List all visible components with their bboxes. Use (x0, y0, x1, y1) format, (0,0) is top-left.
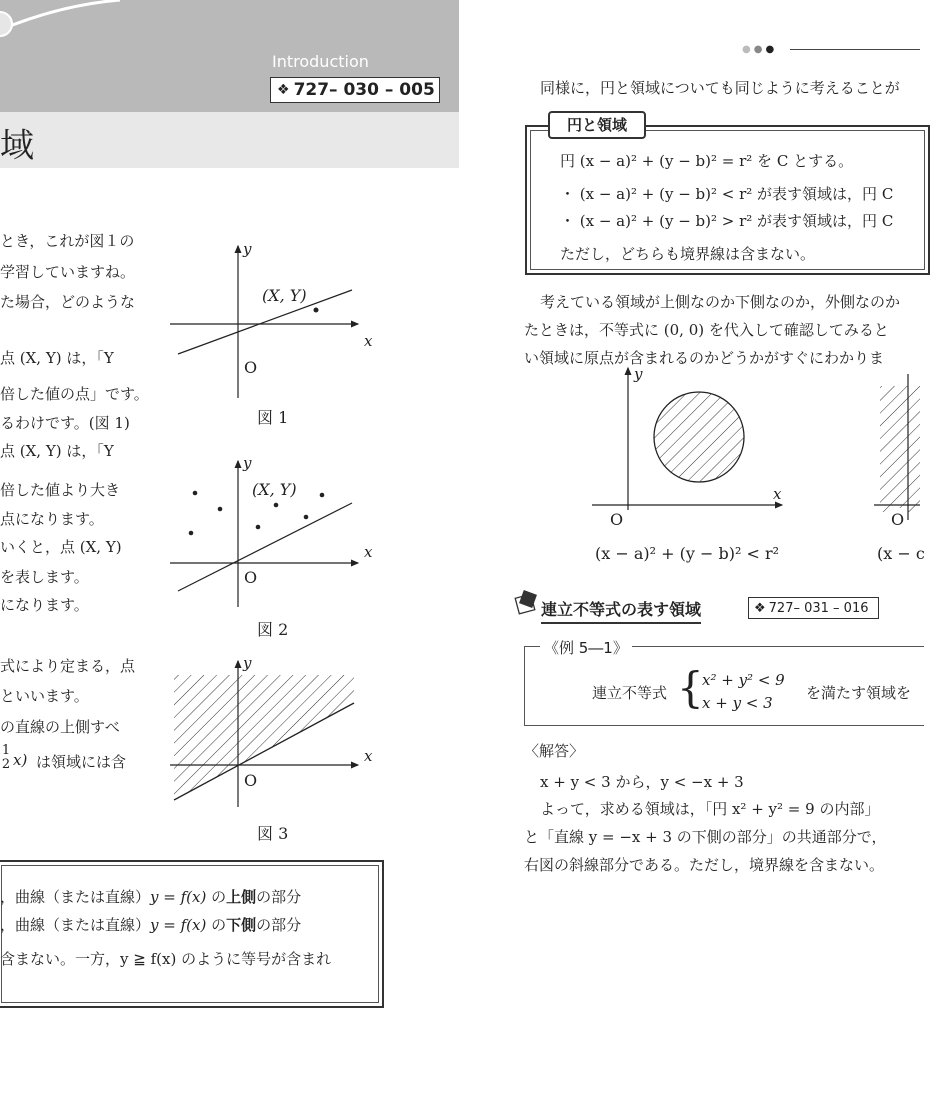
answer-line-4: 右図の斜線部分である。ただし，境界線を含まない。 (524, 856, 885, 874)
figure-2-caption: 図 2 (257, 620, 289, 639)
figure-inside-caption: (x − a)² + (y − b)² < r² (595, 544, 780, 563)
figure-circle-outside (872, 370, 920, 540)
dot (193, 491, 198, 496)
text-line: とき，これが図１の (0, 232, 135, 250)
figure-outside-caption: (x − c (877, 544, 925, 563)
dot (256, 525, 261, 530)
axis-x-label: x (364, 747, 373, 765)
dot (320, 493, 325, 498)
summary-line-2: ，曲線（または直線）y = f(x) の下側の部分 (0, 916, 302, 934)
hatched-region (174, 675, 354, 800)
axis-y-label: y (243, 454, 252, 472)
figure-2 (160, 455, 390, 615)
inequality-2: x + y < 3 (702, 694, 773, 712)
text-line: は領域には含 (36, 753, 127, 771)
header-decor-arc (0, 0, 120, 40)
intro-line: 同様に，円と領域についても同じように考えることが (540, 79, 900, 97)
text-line: 倍した値の点」です。 (0, 385, 149, 403)
text-line: 点になります。 (0, 510, 104, 528)
figure-1 (160, 238, 390, 408)
text-line: を表します。 (0, 568, 89, 586)
inequality-1: x² + y² < 9 (702, 671, 785, 689)
text-line: た場合，どのような (0, 293, 136, 311)
axis-y-label: y (243, 240, 252, 258)
page-rule (790, 49, 920, 50)
point-label: (X, Y) (262, 286, 307, 305)
summary-line-3: 含まない。一方，y ≧ f(x) のように等号が含まれ (0, 950, 332, 968)
text-line: いくと，点 (X, Y) (0, 538, 122, 556)
point-xy (314, 308, 319, 313)
diamond-icon: ❖ (754, 600, 766, 616)
point-label: (X, Y) (252, 480, 297, 499)
axis-x-label: x (773, 485, 782, 503)
axis-x-label: x (364, 543, 373, 561)
math-x-paren: x) (13, 751, 28, 769)
origin-label: O (244, 568, 258, 587)
axis-x-label: x (364, 332, 373, 350)
text-line: るわけです。(図 1) (0, 414, 130, 432)
title-band (0, 112, 459, 168)
page-title-fragment: 域 (0, 126, 34, 166)
text-line: になります。 (0, 596, 89, 614)
answer-label: 〈解答〉 (524, 742, 585, 760)
origin-label: O (244, 771, 258, 790)
circle-region-tag-label: 円と領域 (566, 116, 627, 134)
subsection-code-box[interactable] (748, 597, 879, 619)
axis-y-label: y (634, 365, 643, 383)
example-suffix: を満たす領域を (806, 684, 912, 702)
text-line: の直線の上側すべ (0, 718, 120, 736)
answer-line-2: よって，求める領域は，「円 x² + y² = 9 の内部」 (540, 800, 880, 818)
para-line-3: い領域に原点が含まれるのかどうかがすぐにわかりま (524, 349, 885, 367)
text-line: 式により定まる，点 (0, 657, 136, 675)
figure-3-caption: 図 3 (257, 824, 289, 843)
circle-box-line-2: ・ (x − a)² + (y − b)² < r² が表す領域は，円 C (560, 185, 894, 203)
dot (304, 515, 309, 520)
origin-label: O (891, 510, 905, 529)
hatched-disk (654, 392, 744, 482)
hatched-region (880, 386, 920, 512)
text-line: 点 (X, Y) は，「Y (0, 349, 114, 367)
section-label: Introduction (272, 52, 369, 71)
dot (189, 531, 194, 536)
text-line: 点 (X, Y) は，「Y (0, 442, 114, 460)
summary-line-1: ，曲線（または直線）y = f(x) の上側の部分 (0, 888, 302, 906)
diamond-icon: ❖ (277, 82, 290, 98)
axis-y-label: y (243, 654, 252, 672)
text-line: 学習していますね。 (0, 263, 136, 281)
figure-1-caption: 図 1 (257, 408, 289, 427)
origin-label: O (610, 510, 624, 529)
note-icon (513, 590, 539, 616)
answer-line-1: x + y < 3 から，y < −x + 3 (540, 773, 744, 791)
subsection-title: 連立不等式の表す領域 (541, 597, 701, 624)
circle-region-tag (548, 111, 646, 139)
example-prefix: 連立不等式 (592, 684, 668, 702)
dot (218, 507, 223, 512)
page-dots: ●●● (742, 44, 778, 55)
dot (274, 503, 279, 508)
header-code-box[interactable] (270, 77, 440, 103)
circle-box-line-1: 円 (x − a)² + (y − b)² = r² を C とする。 (560, 152, 854, 170)
circle-box-line-3: ・ (x − a)² + (y − b)² > r² が表す領域は，円 C (560, 212, 894, 230)
circle-box-line-4: ただし，どちらも境界線は含まない。 (560, 245, 816, 263)
para-line-2: たときは，不等式に (0, 0) を代入して確認してみると (524, 321, 889, 339)
answer-line-3: と「直線 y = −x + 3 の下側の部分」の共通部分で， (524, 828, 887, 846)
figure-3 (160, 655, 390, 815)
text-line: といいます。 (0, 687, 89, 705)
line-graph (178, 503, 352, 591)
brace: { (677, 663, 704, 712)
figure-circle-inside (590, 362, 800, 532)
subsection-code: 727– 031 – 016 (768, 600, 869, 616)
para-line-1: 考えている領域が上側なのか下側なのか，外側なのか (540, 293, 901, 311)
example-label: 《例 5―1》 (540, 637, 632, 658)
header-code: 727– 030 – 005 (293, 80, 435, 100)
origin-label: O (244, 358, 258, 377)
fraction-one-half: 1 2 (1, 743, 11, 772)
text-line: 倍した値より大き (0, 481, 121, 499)
